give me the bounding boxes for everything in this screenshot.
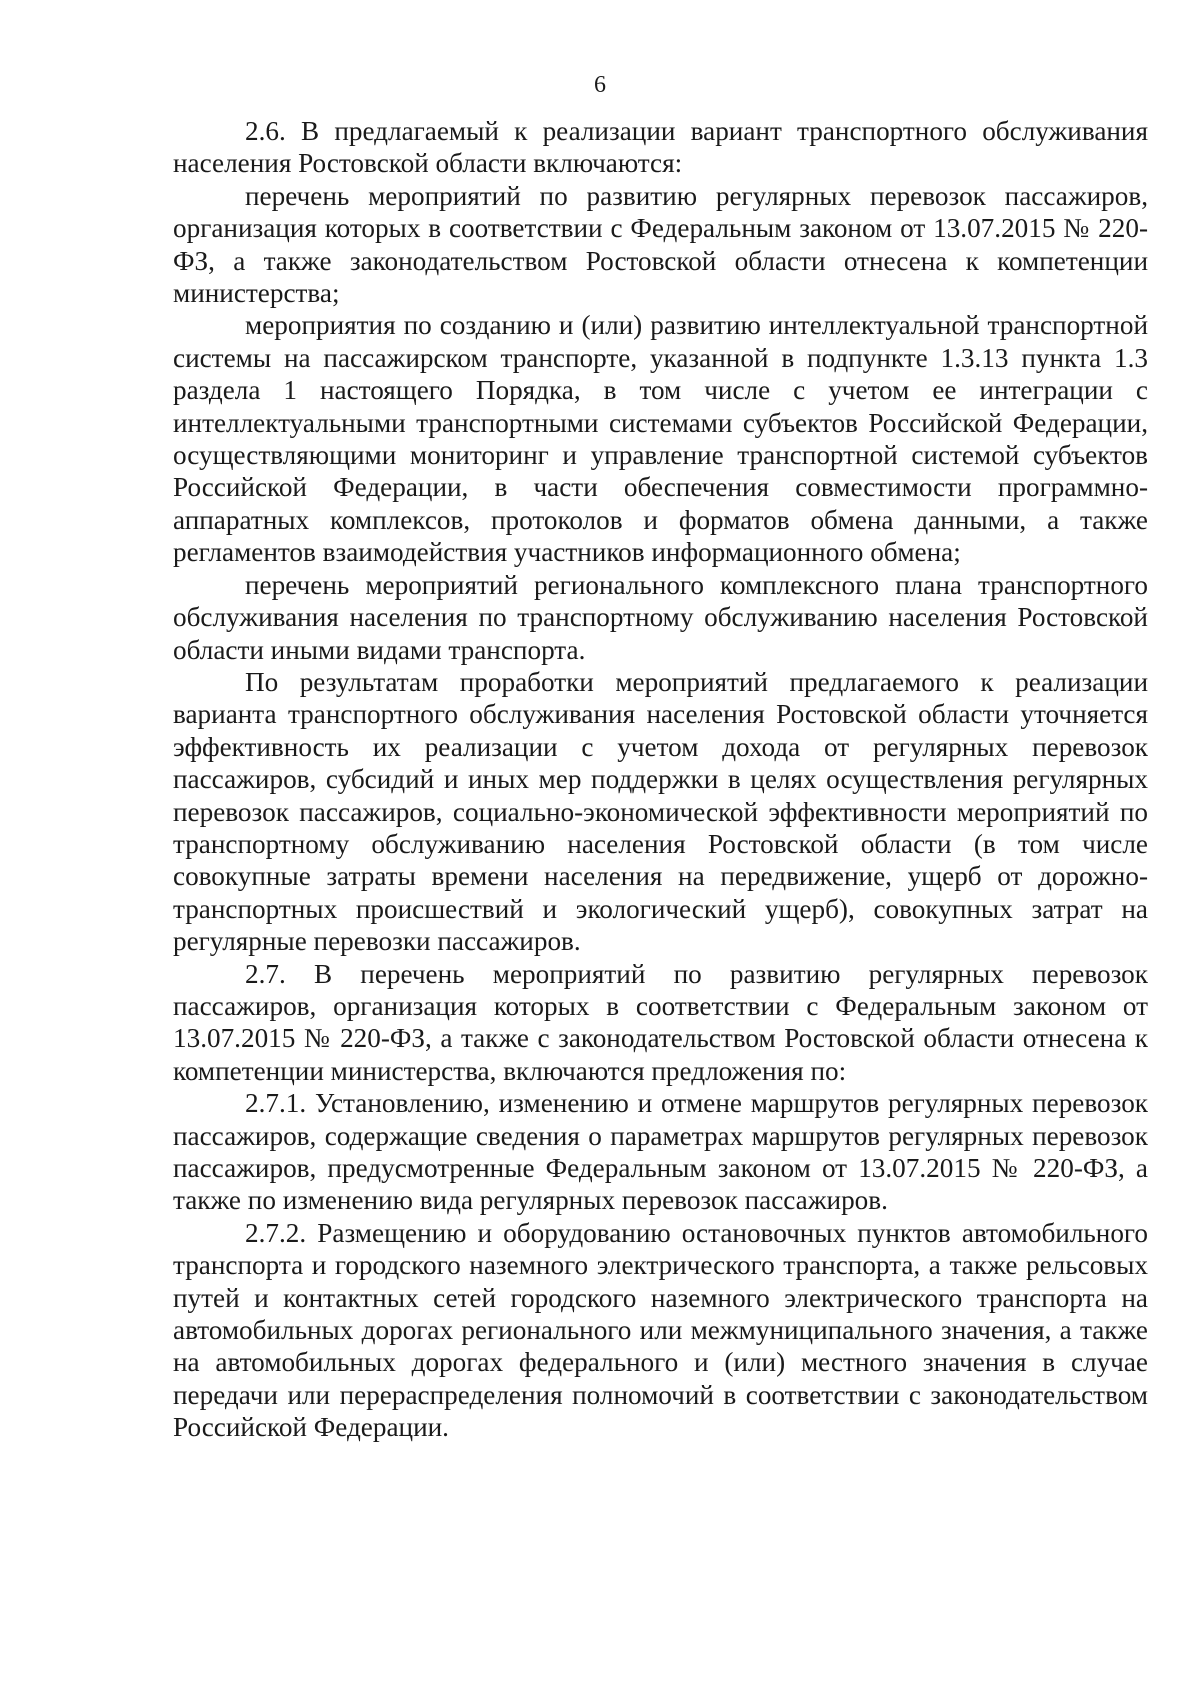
- paragraph-2-7: 2.7. В перечень мероприятий по развитию регулярных перевозок пассажиров, организация которых в соответствии с Федеральным законом от 13.07.2015 № 220-ФЗ, а также с законодательством Ростовской области отнесена к компетенции министерства, включаются предложения по:: [173, 958, 1148, 1086]
- paragraph-2-7-2: 2.7.2. Размещению и оборудованию остановочных пунктов автомобильного транспорта и городского наземного электрического транспорта, а также рельсовых путей и контактных сетей городского наземного электрического транспорта на автомобильных дорогах регионального или межмуниципального значения, а также на автомобильных дорогах федерального и (или) местного значения в случае передачи или перераспределения полномочий в соответствии с законодательством Российской Федерации.: [173, 1217, 1148, 1443]
- paragraph-efficiency: По результатам проработки мероприятий предлагаемого к реализации варианта транспортного обслуживания населения Ростовской области уточняется эффективность их реализации с учетом дохода от регулярных перевозок пассажиров, субсидий и иных мер поддержки в целях осуществления регулярных перевозок пассажиров, социально-экономической эффективности мероприятий по транспортному обслуживанию населения Ростовской области (в том числе совокупные затраты времени населения на передвижение, ущерб от дорожно-транспортных происшествий и экологический ущерб), совокупных затрат на регулярные перевозки пассажиров.: [173, 666, 1148, 957]
- paragraph-its-measures: мероприятия по созданию и (или) развитию интеллектуальной транспортной системы на пассажирском транспорте, указанной в подпункте 1.3.13 пункта 1.3 раздела 1 настоящего Порядка, в том числе с учетом ее интеграции с интеллектуальными транспортными системами субъектов Российской Федерации, осуществляющими мониторинг и управление транспортной системой субъектов Российской Федерации, в части обеспечения совместимости программно-аппаратных комплексов, протоколов и форматов обмена данными, а также регламентов взаимодействия участников информационного обмена;: [173, 310, 1148, 568]
- document-body: [173, 115, 1148, 1444]
- paragraph-2-7-1: 2.7.1. Установлению, изменению и отмене маршрутов регулярных перевозок пассажиров, содержащие сведения о параметрах маршрутов регулярных перевозок пассажиров, предусмотренные Федеральным законом от 13.07.2015 № 220-ФЗ, а также по изменению вида регулярных перевозок пассажиров.: [173, 1088, 1148, 1216]
- page-number: 6: [594, 72, 606, 98]
- paragraph-regional-plan: перечень мероприятий регионального комплексного плана транспортного обслуживания населения по транспортному обслуживанию населения Ростовской области иными видами транспорта.: [173, 569, 1148, 665]
- paragraph-2-6: 2.6. В предлагаемый к реализации вариант транспортного обслуживания населения Ростовской области включаются:: [173, 116, 1148, 179]
- paragraph-list-regular-transport: перечень мероприятий по развитию регулярных перевозок пассажиров, организация которых в соответствии с Федеральным законом от 13.07.2015 № 220-ФЗ, а также законодательством Ростовской области отнесена к компетенции министерства;: [173, 180, 1148, 309]
